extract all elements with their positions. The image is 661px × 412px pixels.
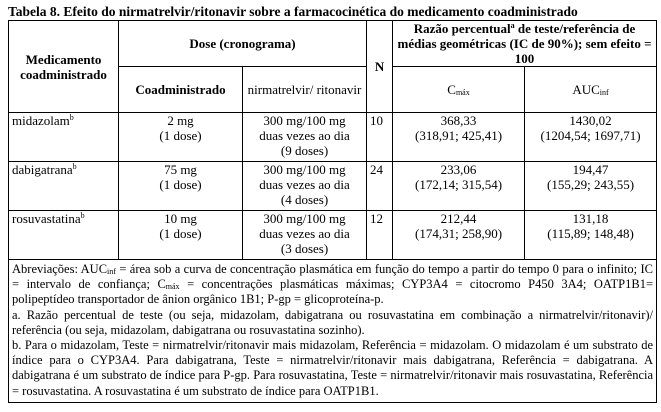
table-row — [9, 162, 657, 211]
auc-value: 194,47 — [572, 162, 609, 177]
coadmin-sched: (1 dose) — [159, 128, 202, 143]
auc-ci: (1204,54; 1697,71) — [540, 128, 641, 143]
table-row — [9, 113, 657, 162]
header-coadmin: Coadministrado — [119, 67, 243, 113]
footnote-row — [9, 260, 657, 403]
drug-name: dabigatrana — [12, 162, 73, 177]
n-cell: 10 — [367, 113, 393, 162]
coadmin-cell — [119, 113, 243, 162]
cmax-ci: (174,31; 258,90) — [415, 226, 503, 241]
header-drug: Medicamento coadministrado — [9, 21, 119, 113]
nirma-count: (4 doses) — [280, 192, 329, 207]
nirma-cell — [243, 113, 367, 162]
drug-sup: b — [69, 113, 74, 122]
footnotes — [9, 260, 657, 403]
drug-name: midazolam — [12, 113, 70, 128]
header-row-1 — [9, 21, 657, 67]
auc-ci: (155,29; 243,55) — [547, 177, 635, 192]
drug-cell — [9, 211, 119, 260]
header-auc — [525, 67, 657, 113]
nirma-dose: 300 mg/100 mg — [263, 113, 346, 128]
coadmin-sched: (1 dose) — [159, 177, 202, 192]
header-auc-base: AUC — [572, 82, 600, 97]
auc-value: 1430,02 — [569, 113, 612, 128]
auc-cell — [525, 162, 657, 211]
abbr-sub-2: máx — [165, 282, 180, 292]
header-n: N — [367, 21, 393, 113]
n-cell: 24 — [367, 162, 393, 211]
nirma-cell — [243, 162, 367, 211]
auc-cell — [525, 113, 657, 162]
cmax-ci: (172,14; 315,54) — [415, 177, 503, 192]
nirma-dose: 300 mg/100 mg — [263, 211, 346, 226]
auc-ci: (115,89; 148,48) — [547, 226, 634, 241]
pk-table — [8, 20, 657, 403]
drug-name: rosuvastatina — [12, 211, 81, 226]
coadmin-dose: 10 mg — [164, 211, 197, 226]
nirma-count: (9 doses) — [280, 143, 329, 158]
nirma-sched: duas vezes ao dia — [259, 177, 350, 192]
cmax-cell — [393, 113, 525, 162]
n-cell: 12 — [367, 211, 393, 260]
footnote-a: a. Razão percentual de teste (ou seja, midazolam, dabigatrana ou rosuvastatina em combinação a nirmatrelvir/ritonavir)/ referência (ou seja, midazolam, dabigatrana ou rosuvastatina sozinho). — [12, 307, 654, 337]
coadmin-dose: 2 mg — [167, 113, 194, 128]
nirma-sched: duas vezes ao dia — [259, 128, 350, 143]
header-ratio — [393, 21, 657, 67]
auc-cell — [525, 211, 657, 260]
header-auc-sub: inf — [599, 88, 609, 97]
abbr-part-1: Abreviações: AUC — [12, 262, 108, 276]
table-row — [9, 211, 657, 260]
header-cmax-base: C — [447, 82, 456, 97]
auc-value: 131,18 — [572, 211, 609, 226]
cmax-value: 212,44 — [440, 211, 477, 226]
drug-cell — [9, 113, 119, 162]
abbr-sub-1: inf — [107, 267, 116, 276]
nirma-cell — [243, 211, 367, 260]
footnote-abbreviations — [12, 262, 653, 308]
header-dose: Dose (cronograma) — [119, 21, 367, 67]
abbr-part-3: = concentrações plasmáticas máximas; CYP3A4 = citocromo P450 3A4; OATP1B1= polipeptídeo transportador de ânion orgânico 1B1; P-gp = glicoproteína-p. — [12, 277, 654, 307]
cmax-value: 368,33 — [440, 113, 477, 128]
drug-cell — [9, 162, 119, 211]
nirma-dose: 300 mg/100 mg — [263, 162, 346, 177]
cmax-ci: (318,91; 425,41) — [415, 128, 503, 143]
header-cmax-sub: máx — [455, 88, 470, 97]
table-title: Tabela 8. Efeito do nirmatrelvir/ritonavir sobre a farmacocinética do medicamento coadministrado — [8, 4, 578, 19]
nirma-count: (3 doses) — [280, 241, 329, 256]
drug-sup: b — [72, 162, 77, 171]
header-cmax — [393, 67, 525, 113]
coadmin-sched: (1 dose) — [159, 226, 202, 241]
nirma-sched: duas vezes ao dia — [259, 226, 350, 241]
drug-sup: b — [80, 211, 85, 220]
header-ratio-prefix: Razão percentual — [413, 21, 511, 36]
cmax-cell — [393, 211, 525, 260]
cmax-value: 233,06 — [440, 162, 477, 177]
coadmin-cell — [119, 211, 243, 260]
cmax-cell — [393, 162, 525, 211]
abbr-part-2: = área sob a curva de concentração plasmática em função do tempo a partir do tempo 0 para o infinito; IC = intervalo de confiança; C — [12, 262, 654, 292]
coadmin-cell — [119, 162, 243, 211]
footnote-b: b. Para o midazolam, Teste = nirmatrelvir/ritonavir mais midazolam, Referência = midazolam. O midazolam é um substrato de índice para o CYP3A4. Para dabigatrana, Teste = nirmatrelvir/ritonavir mais dabigatrana, Referência = dabigatrana. A dabigatrana é um substrato de índice para P-gp. Para rosuvastatina, Teste = nirmatrelvir/ritonavir mais rosuvastatina, Referência = rosuvastatina. A rosuvastatina é um substrato de índice para OATP1B1. — [12, 338, 654, 398]
coadmin-dose: 75 mg — [164, 162, 197, 177]
header-nirma: nirmatrelvir/ ritonavir — [243, 67, 367, 113]
header-ratio-suffix: de teste/referência de médias geométricas (IC de 90%); sem efeito = 100 — [397, 21, 652, 66]
header-ratio-sup: a — [510, 21, 515, 30]
